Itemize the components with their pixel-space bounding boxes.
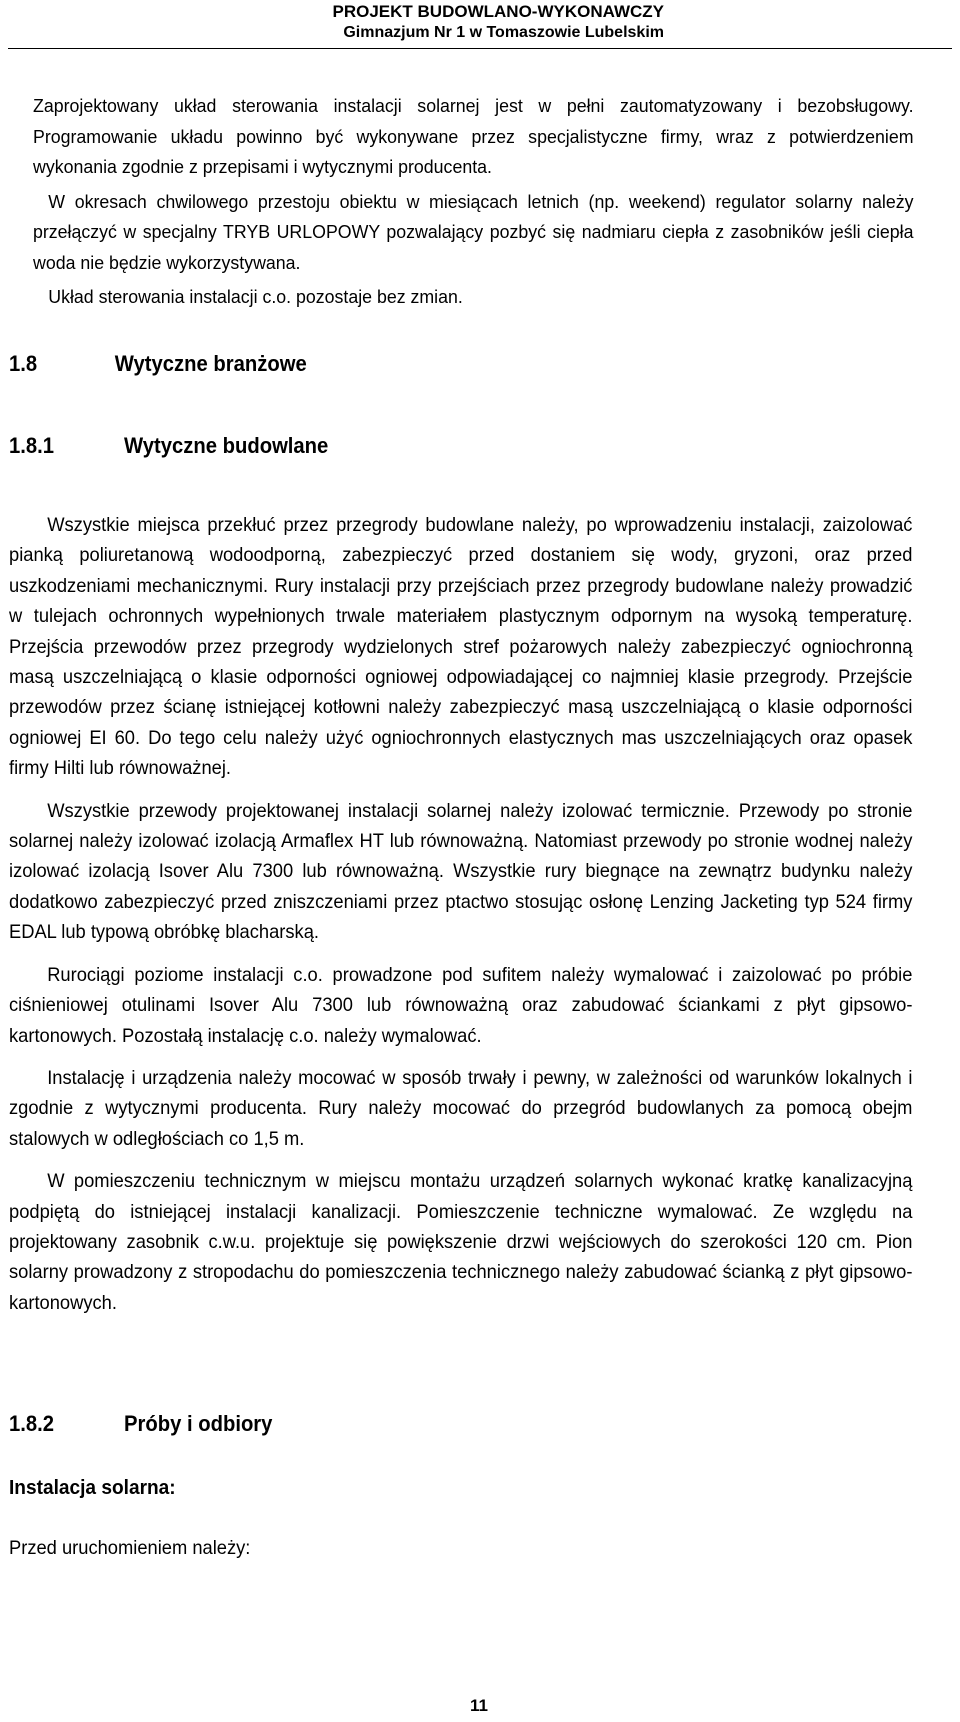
- page-number: 11: [470, 1696, 488, 1715]
- section-heading-1-8-1: [9, 433, 328, 459]
- section-title: Próby i odbiory: [124, 1411, 273, 1436]
- page-header: [124, 0, 664, 43]
- intro-paragraph: Zaprojektowany układ sterowania instalacji solarnej jest w pełni zautomatyzowany i bezobsługowy. Programowanie układu powinno być wykonywane przez specjalistyczne firmy, wraz z potwierdzeniem wykonania zgodnie z przepisami i wytycznymi producenta.: [33, 95, 914, 177]
- section-number: 1.8.1: [9, 433, 55, 458]
- intro-section: [33, 91, 914, 313]
- guideline-paragraph: Instalację i urządzenia należy mocować w sposób trwały i pewny, w zależności od warunków lokalnych i zgodnie z wytycznymi producenta. Rury należy mocować do przegród budowlanych za pomocą obejm stalowych w odległościach co 1,5 m.: [9, 1067, 913, 1150]
- intro-paragraph: Układ sterowania instalacji c.o. pozostaje bez zmian.: [48, 286, 463, 307]
- header-divider: [8, 48, 952, 49]
- section-number: 1.8: [9, 351, 38, 376]
- header-project-title: PROJEKT BUDOWLANO-WYKONAWCZY: [332, 2, 664, 21]
- building-guidelines: [9, 511, 912, 1319]
- intro-paragraph: W okresach chwilowego przestoju obiektu w miesiącach letnich (np. weekend) regulator solarny należy przełączyć w specjalny TRYB URLOPOWY pozwalający pozbyć się nadmiaru ciepła z zasobników jeśli ciepła woda nie będzie wykorzystywana.: [33, 190, 914, 273]
- section-number: 1.8.2: [9, 1411, 55, 1436]
- header-building-name: Gimnazjum Nr 1 w Tomaszowie Lubelskim: [343, 24, 664, 41]
- guideline-paragraph: W pomieszczeniu technicznym w miejscu montażu urządzeń solarnych wykonać kratkę kanalizacyjną podpiętą do istniejącej instalacji kanalizacji. Pomieszczenie techniczne wymalować. Ze względu na projektowany zasobnik c.w.u. projektuje się powiększenie drzwi wejściowych do szerokości 120 cm. Pion solarny prowadzony z stropodachu do pomieszczenia technicznego należy zabudować ścianką z płyt gipsowo-kartonowych.: [9, 1171, 913, 1314]
- guideline-paragraph: Rurociągi poziome instalacji c.o. prowadzone pod sufitem należy wymalować i zaizolować po próbie ciśnieniowej otulinami Isover Alu 7300 lub równoważną oraz zabudować ściankami z płyt gipsowo-kartonowych. Pozostałą instalację c.o. należy wymalować.: [9, 964, 913, 1047]
- guideline-paragraph: Wszystkie miejsca przekłuć przez przegrody budowlane należy, po wprowadzeniu instalacji, zaizolować pianką poliuretanową wodoodporną, zabezpieczyć przed dostaniem się wody, gryzoni, oraz przed uszkodzeniami mechanicznymi. Rury instalacji przy przejściach przez przegrody budowlane należy prowadzić w tulejach ochronnych wypełnionych trwale materiałem plastycznym odpornym na wysoką temperaturę. Przejścia przewodów przez przegrody wydzielonych stref pożarowych należy zabezpieczyć ogniochronną masą uszczelniającą o klasie odporności ogniowej odpowiadającej co najmniej klasie przegrody. Przejście przewodów przez ścianę istniejącej kotłowni należy zabezpieczyć masą uszczelniającą o klasie odporności ogniowej EI 60. Do tego celu należy użyć ogniochronnych elastycznych mas uszczelniających oraz opasek firmy Hilti lub równoważnej.: [9, 515, 913, 780]
- section-title: Wytyczne branżowe: [114, 351, 307, 376]
- guideline-paragraph: Wszystkie przewody projektowanej instalacji solarnej należy izolować termicznie. Przewody po stronie solarnej należy izolować izolacją Armaflex HT lub równoważną. Natomiast przewody po stronie wodnej należy izolować izolacją Isover Alu 7300 lub równoważną. Wszystkie rury biegnące na zewnątrz budynku należy dodatkowo zabezpieczyć przed zniszczeniami przez ptactwo stosując osłonę Lenzing Jacketing typ 524 firmy EDAL lub typową obróbkę blacharską.: [9, 800, 913, 944]
- subheading-solar-installation: Instalacja solarna:: [9, 1477, 176, 1499]
- section-heading-1-8: [9, 351, 307, 377]
- section-heading-1-8-2: [9, 1411, 272, 1437]
- closing-line: Przed uruchomieniem należy:: [9, 1538, 251, 1559]
- section-title: Wytyczne budowlane: [124, 433, 329, 458]
